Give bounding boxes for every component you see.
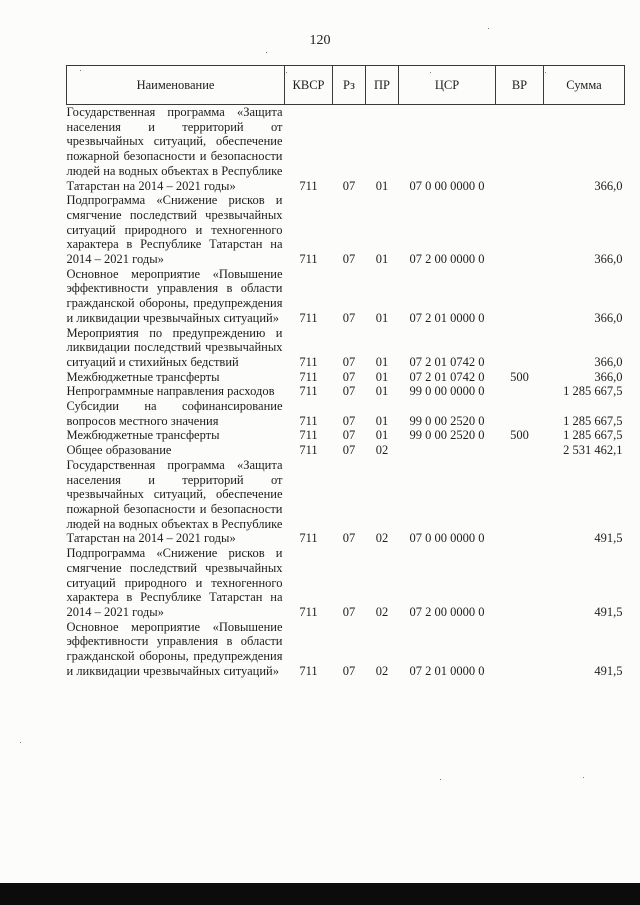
cell-vr: [496, 193, 544, 267]
cell-rz: 07: [342, 663, 356, 678]
cell-pr: 02: [375, 531, 389, 546]
cell-sum: 366,0: [594, 178, 623, 193]
cell-name: Мероприятия по предупреждению и ликвидации последствий чрезвычайных ситуаций и стихийных бедствий: [66, 325, 283, 369]
cell-sum: 1 285 667,5: [563, 413, 623, 428]
cell-sum: 1 285 667,5: [563, 384, 623, 399]
scan-speck: [440, 779, 441, 780]
cell-csr: 07 2 00 0000 0: [409, 604, 485, 619]
cell-rz: 07: [342, 178, 356, 193]
scan-bottom-edge: [0, 883, 640, 905]
cell-name: Государственная программа «Защита населения и территорий от чрезвычайных ситуаций, обеспечение пожарной безопасности и безопасности людей на водных объектах в Республике Татарстан на 2014 – 2021 годы»: [66, 105, 283, 193]
cell-name: Подпрограмма «Снижение рисков и смягчение последствий чрезвычайных ситуаций природного и техногенного характера в Республике Татарстан на 2014 – 2021 годы»: [66, 546, 283, 619]
cell-csr: 07 2 01 0742 0: [409, 369, 485, 384]
cell-sum: 366,0: [594, 369, 623, 384]
cell-csr: 07 2 00 0000 0: [409, 252, 485, 267]
cell-kvsr: 711: [299, 413, 318, 428]
cell-pr: 01: [375, 354, 389, 369]
cell-kvsr: 711: [299, 428, 318, 443]
table-row: [67, 620, 625, 679]
scan-speck: [20, 742, 21, 743]
cell-kvsr: 711: [299, 443, 318, 458]
cell-name: Основное мероприятие «Повышение эффективности управления в области гражданской обороны, предупреждения и ликвидации чрезвычайных ситуаций»: [66, 266, 283, 325]
cell-pr: 01: [375, 178, 389, 193]
table-row: [67, 458, 625, 546]
cell-rz: 07: [342, 443, 356, 458]
header-pr: ПР: [366, 66, 399, 105]
cell-name: Субсидии на софинансирование вопросов местного значения: [66, 399, 283, 428]
cell-csr: 07 2 01 0000 0: [409, 663, 485, 678]
cell-rz: 07: [342, 413, 356, 428]
cell-name: Межбюджетные трансферты: [66, 428, 220, 443]
header-sum: Сумма: [544, 66, 625, 105]
table-body: [67, 105, 625, 679]
cell-rz: 07: [342, 252, 356, 267]
cell-vr: [496, 458, 544, 546]
cell-vr: [496, 399, 544, 428]
cell-kvsr: 711: [299, 252, 318, 267]
scan-speck: [430, 72, 431, 73]
cell-sum: 491,5: [594, 531, 623, 546]
cell-vr: [496, 546, 544, 620]
cell-vr: [496, 105, 544, 194]
cell-vr: [496, 443, 544, 458]
table-row: [67, 326, 625, 370]
table-row: [67, 443, 625, 458]
table-row: [67, 546, 625, 620]
cell-pr: 01: [375, 384, 389, 399]
cell-rz: 07: [342, 531, 356, 546]
cell-vr: [496, 620, 544, 679]
cell-rz: 07: [342, 384, 356, 399]
cell-rz: 07: [342, 369, 356, 384]
cell-name: Межбюджетные трансферты: [66, 369, 220, 384]
cell-pr: 02: [375, 663, 389, 678]
cell-csr: 07 0 00 0000 0: [409, 531, 485, 546]
scan-speck: [80, 70, 81, 71]
table-row: [67, 193, 625, 267]
table-row: [67, 105, 625, 194]
cell-kvsr: 711: [299, 604, 318, 619]
header-csr: ЦСР: [399, 66, 496, 105]
cell-name: Подпрограмма «Снижение рисков и смягчение последствий чрезвычайных ситуаций природного и техногенного характера в Республике Татарстан на 2014 – 2021 годы»: [66, 193, 283, 267]
table-row: [67, 399, 625, 428]
cell-sum: 491,5: [594, 604, 623, 619]
cell-kvsr: 711: [299, 310, 318, 325]
cell-kvsr: 711: [299, 354, 318, 369]
cell-pr: 01: [375, 310, 389, 325]
table-row: [67, 370, 625, 385]
cell-kvsr: 711: [299, 384, 318, 399]
cell-vr: [496, 384, 544, 399]
budget-table-container: [66, 65, 624, 678]
table-row: [67, 267, 625, 326]
cell-sum: 366,0: [594, 252, 623, 267]
cell-name: Государственная программа «Защита населения и территорий от чрезвычайных ситуаций, обеспечение пожарной безопасности и безопасности людей на водных объектах в Республике Татарстан на 2014 – 2021 годы»: [66, 457, 283, 546]
scan-speck: [545, 72, 546, 73]
cell-pr: 01: [375, 428, 389, 443]
header-kvsr: КВСР: [285, 66, 333, 105]
cell-sum: 2 531 462,1: [563, 443, 623, 458]
cell-name: Непрограммные направления расходов: [66, 384, 275, 399]
scan-speck: [286, 72, 287, 73]
cell-sum: 1 285 667,5: [563, 428, 623, 443]
header-rz: Рз: [333, 66, 366, 105]
header-name: Наименование: [67, 66, 285, 105]
cell-kvsr: 711: [299, 178, 318, 193]
cell-csr: 99 0 00 0000 0: [409, 384, 485, 399]
cell-pr: 01: [375, 369, 389, 384]
cell-csr: [399, 443, 496, 458]
table-header: [67, 66, 625, 105]
cell-kvsr: 711: [299, 663, 318, 678]
table-row: [67, 428, 625, 443]
cell-pr: 01: [375, 413, 389, 428]
cell-vr: [496, 267, 544, 326]
cell-rz: 07: [342, 604, 356, 619]
cell-name: Основное мероприятие «Повышение эффективности управления в области гражданской обороны, предупреждения и ликвидации чрезвычайных ситуаций»: [66, 619, 283, 678]
cell-sum: 366,0: [594, 354, 623, 369]
cell-csr: 99 0 00 2520 0: [409, 428, 485, 443]
page-number: 120: [309, 33, 331, 48]
cell-vr: 500: [510, 369, 529, 384]
scan-speck: [488, 28, 489, 29]
cell-rz: 07: [342, 428, 356, 443]
cell-kvsr: 711: [299, 531, 318, 546]
cell-kvsr: 711: [299, 369, 318, 384]
scan-speck: [583, 777, 584, 778]
cell-pr: 01: [375, 252, 389, 267]
cell-rz: 07: [342, 354, 356, 369]
scan-speck: [266, 52, 267, 53]
cell-rz: 07: [342, 310, 356, 325]
cell-csr: 07 2 01 0742 0: [409, 354, 485, 369]
table-header-row: [67, 66, 625, 105]
cell-pr: 02: [375, 443, 389, 458]
cell-csr: 07 0 00 0000 0: [409, 178, 485, 193]
header-vr: ВР: [496, 66, 544, 105]
cell-pr: 02: [375, 604, 389, 619]
cell-sum: 491,5: [594, 663, 623, 678]
cell-vr: [496, 326, 544, 370]
budget-table: [66, 65, 625, 678]
cell-csr: 99 0 00 2520 0: [409, 413, 485, 428]
cell-sum: 366,0: [594, 310, 623, 325]
cell-csr: 07 2 01 0000 0: [409, 310, 485, 325]
table-row: [67, 384, 625, 399]
cell-name: Общее образование: [66, 443, 172, 458]
cell-vr: 500: [510, 428, 529, 443]
